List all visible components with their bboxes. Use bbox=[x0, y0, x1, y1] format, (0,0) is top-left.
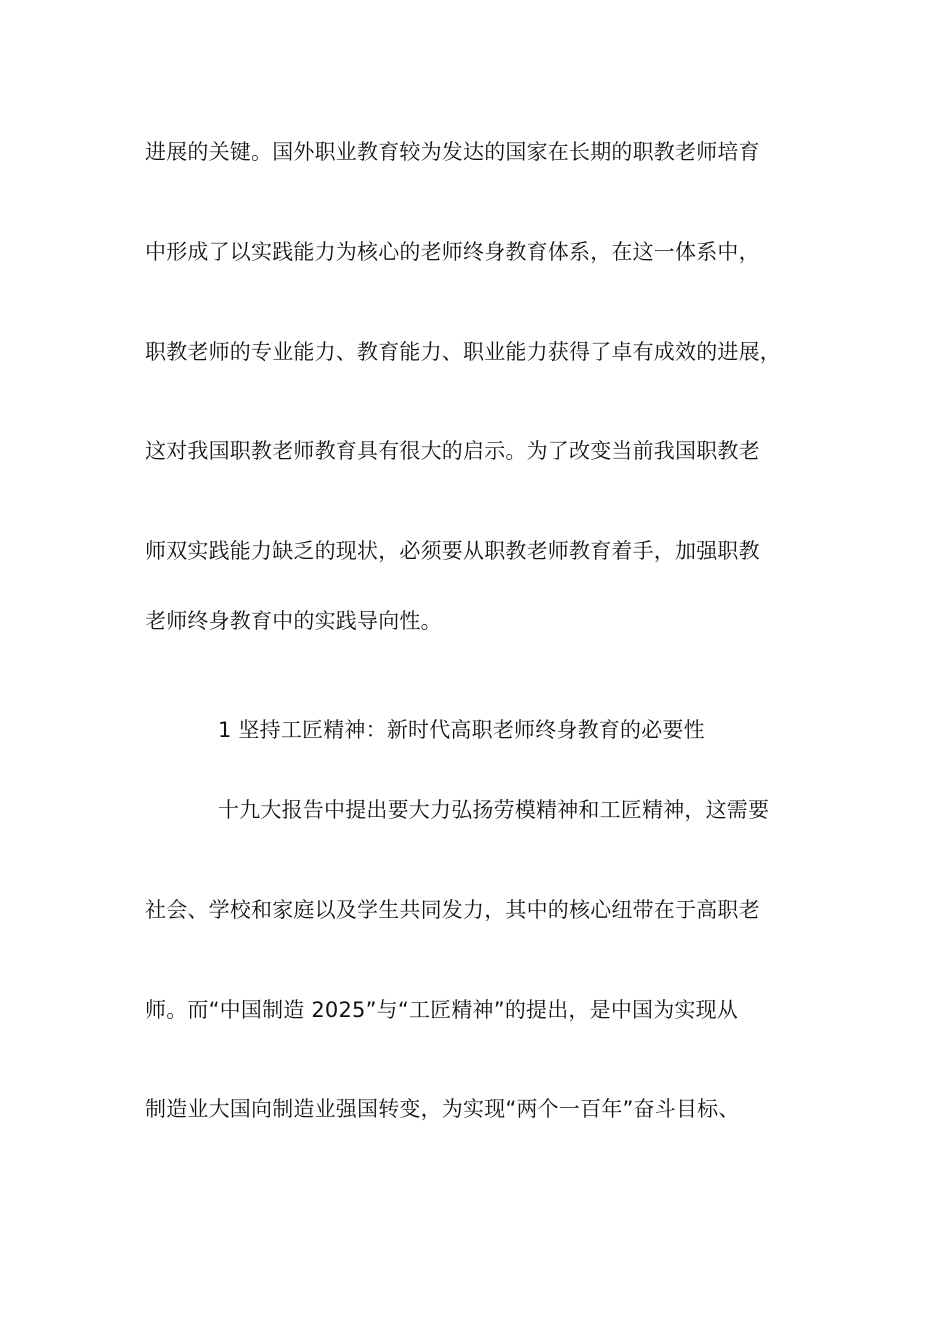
paragraph-1-line-5: 师双实践能力缺乏的现状，必须要从职教老师教育着手，加强职教 bbox=[145, 539, 760, 563]
paragraph-1-line-1: 进展的关键。国外职业教育较为发达的国家在长期的职教老师培育 bbox=[145, 140, 760, 164]
paragraph-2-line-4: 制造业大国向制造业强国转变，为实现“两个一百年”奋斗目标、 bbox=[145, 1097, 740, 1121]
paragraph-1-line-4: 这对我国职教老师教育具有很大的启示。为了改变当前我国职教老 bbox=[145, 439, 760, 463]
paragraph-1-line-2: 中形成了以实践能力为核心的老师终身教育体系，在这一体系中， bbox=[145, 240, 760, 264]
paragraph-1-line-6: 老师终身教育中的实践导向性。 bbox=[145, 609, 442, 633]
paragraph-1-line-3: 职教老师的专业能力、教育能力、职业能力获得了卓有成效的进展， bbox=[145, 340, 781, 364]
section-heading: 1 坚持工匠精神：新时代高职老师终身教育的必要性 bbox=[218, 718, 705, 742]
paragraph-2-line-2: 社会、学校和家庭以及学生共同发力，其中的核心纽带在于高职老 bbox=[145, 898, 760, 922]
paragraph-2-line-1: 十九大报告中提出要大力弘扬劳模精神和工匠精神，这需要 bbox=[218, 798, 770, 822]
paragraph-2-line-3: 师。而“中国制造 2025”与“工匠精神”的提出，是中国为实现从 bbox=[145, 998, 739, 1022]
